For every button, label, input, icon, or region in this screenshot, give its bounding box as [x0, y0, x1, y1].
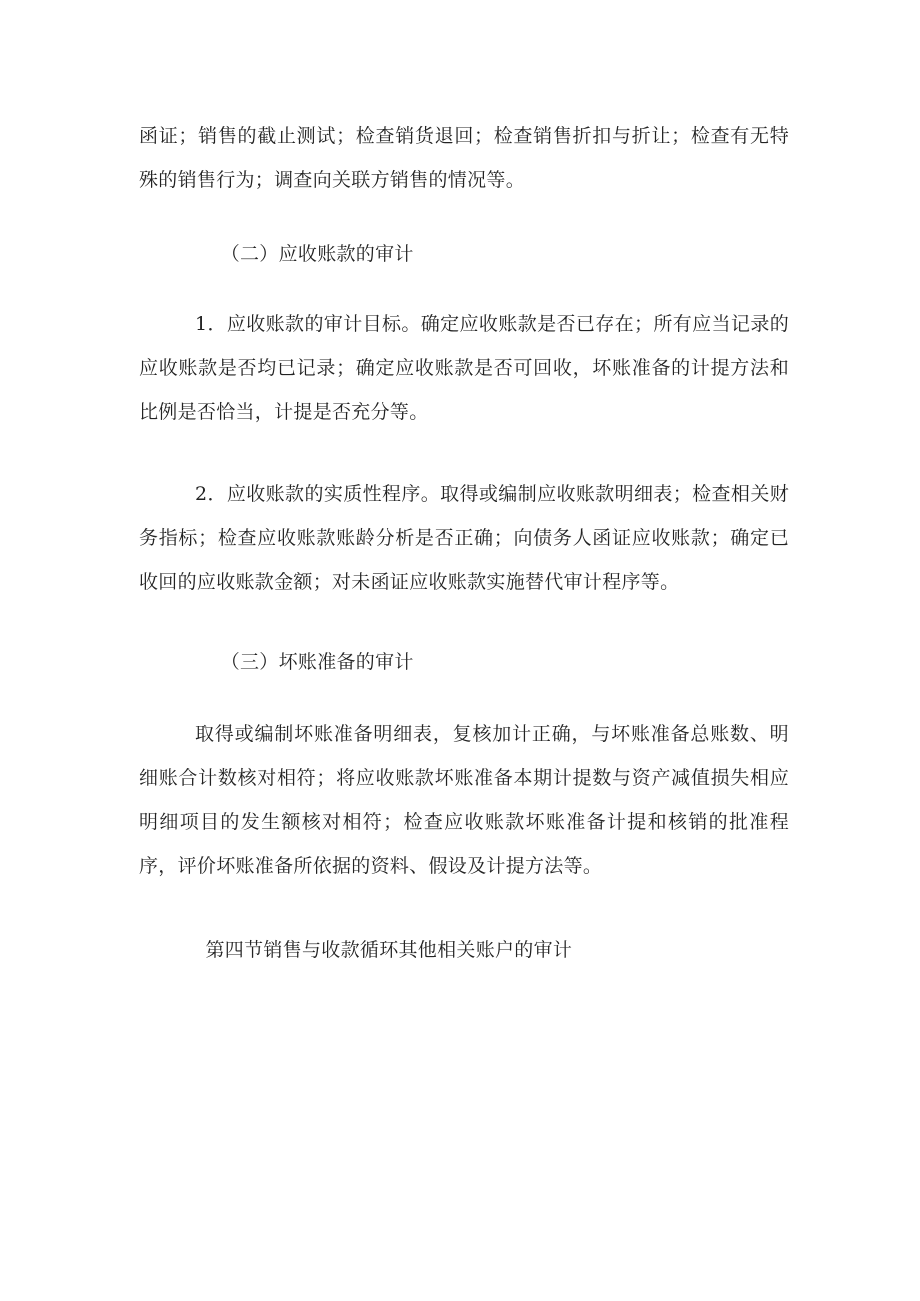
- paragraph-receivables-objectives: 1．应收账款的审计目标。确定应收账款是否已存在；所有应当记录的应收账款是否均已记录；确定应收账款是否可回收，坏账准备的计提方法和比例是否恰当，计提是否充分等。: [139, 313, 789, 423]
- paragraph-bad-debt-procedures: 取得或编制坏账准备明细表，复核加计正确，与坏账准备总账数、明细账合计数核对相符；将应收账款坏账准备本期计提数与资产减值损失相应明细项目的发生额核对相符；检查应收账款坏账准备计提和核销的批准程序，评价坏账准备所依据的资料、假设及计提方法等。: [139, 723, 789, 877]
- paragraph-receivables-procedures: 2．应收账款的实质性程序。取得或编制应收账款明细表；检查相关财务指标；检查应收账款账龄分析是否正确；向债务人函证应收账款；确定已收回的应收账款金额；对未函证应收账款实施替代审计程序等。: [139, 483, 789, 593]
- heading-receivables-audit: （二）应收账款的审计: [220, 243, 414, 265]
- section-title-other-accounts: 第四节销售与收款循环其他相关账户的审计: [205, 939, 573, 961]
- paragraph-sales-tests: 函证；销售的截止测试；检查销货退回；检查销售折扣与折让；检查有无特殊的销售行为；调查向关联方销售的情况等。: [139, 125, 789, 191]
- heading-bad-debt-audit: （三）坏账准备的审计: [220, 651, 414, 673]
